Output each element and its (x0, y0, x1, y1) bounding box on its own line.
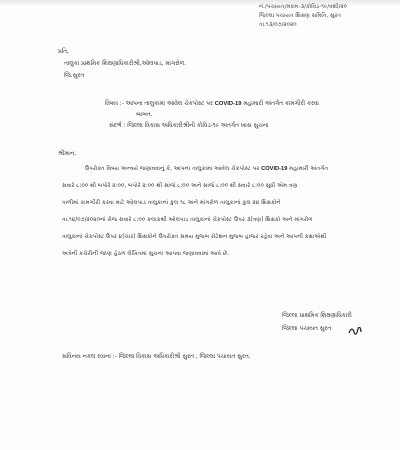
recipient-prati: પ્રતિ, (58, 49, 69, 55)
body-covid: COVID-19 (261, 166, 288, 172)
body-line-6: અત્રેની કચેરીની જાણ હેઠળ લેખિતમાં સુચના આપવા જણાવવામાં આવે છે. (62, 251, 230, 257)
reference-line (109, 123, 268, 130)
signature-title: જિલ્લા પ્રાથમિક શિક્ષણાધિકારી (282, 313, 352, 319)
subject-covid: COVID-19 (214, 101, 242, 107)
subject-continuation: બાબત. (136, 112, 153, 118)
office-name: જિલ્લા પંચાયત શિક્ષણ સમિતિ, સુરત (259, 13, 342, 19)
recipient-line-1: તાલુકા પ્રાથમિક શિક્ષણાધિકારીશ્રી,ઓલપાડ, માંગરોળ. (64, 61, 186, 67)
subject-text-pre: આપના તાલુકામાં આવેલ ચેકપોસ્ટ પર (125, 101, 213, 107)
body-line-1-post: મહામારી અંતર્ગત (289, 166, 329, 172)
reference-text: જિલ્લા વિકાસ અધિકારીશ્રીની કોવિડ-૧૯ અંતર્ગત ખાસ સુચના (127, 123, 269, 129)
body-line-3: પાળીમાં કામગીરી કરવા માટે ઓલપાડ તાલુકાનાં કુલ ૧૮ અને માંગરોળ તાલુકાનાં કુલ ૨૪ શિક્ષકોને (62, 200, 281, 206)
body-line-1-pre: ઉપરોક્ત વિષય અન્વયે જણાવવાનું કે, આપના તાલુકામાં આવેલ ચેકપોસ્ટ પર (85, 166, 260, 172)
body-line-4: તા.૧૪/૦૭/૨૦૨૦નાં રોજ સવારે ૮:૦૦ કલાકથી ઓલપાડ તાલુકાનાં ચેકપોસ્ટ ઉપર ૩(ત્રણ) શિક્ષકો અને માંગરોળ (62, 217, 313, 223)
salutation: શ્રીમાન, (58, 151, 77, 157)
reference-number: નં./પંચાયત/મકમ-૩/કોવિડ-૧૯/વશી/૨૦ (259, 4, 348, 10)
subject-line (105, 101, 319, 108)
subject-text-post: મહામારી અંતર્ગત કામગીરી કરવા (243, 101, 319, 107)
subject-label: વિષય :- (105, 101, 124, 107)
letter-date: તા.૧૩/૦૭/૨૦૨૦ (259, 22, 297, 28)
recipient-line-2: જિ.સુરત (64, 73, 85, 79)
signature-mark (348, 327, 362, 335)
reference-label: સંદર્ભ : (109, 123, 126, 129)
body-line-5: તાલુકાનાં ચેકપોસ્ટ ઉપર ૪(ચાર) શિક્ષકોને ઉપરોક્ત સમય મુજબ રોટેશન મુજબ હાજર રહેવા અને આપની કક્ષાએથી (62, 234, 327, 240)
body-line-1 (85, 166, 328, 173)
body-line-2: સવારે ૮:૦૦ થી બપોરે ૨:૦૦, બપોરે ૨:૦૦ થી સાંજે ૮:૦૦ અને સાંજે ૮:૦૦ થી સવારે ૮:૦૦ સુધી એમ ત્રણ (62, 183, 298, 189)
signature-office: જિલ્લા પંચાયત સુરત (282, 326, 332, 332)
copy-to-line: સવિનય નકલ રવાના :- જિલ્લા વિકાસ અધિકારીશ્રી સુરત , જિલ્લા પંચાયત સુરત. (62, 354, 251, 360)
